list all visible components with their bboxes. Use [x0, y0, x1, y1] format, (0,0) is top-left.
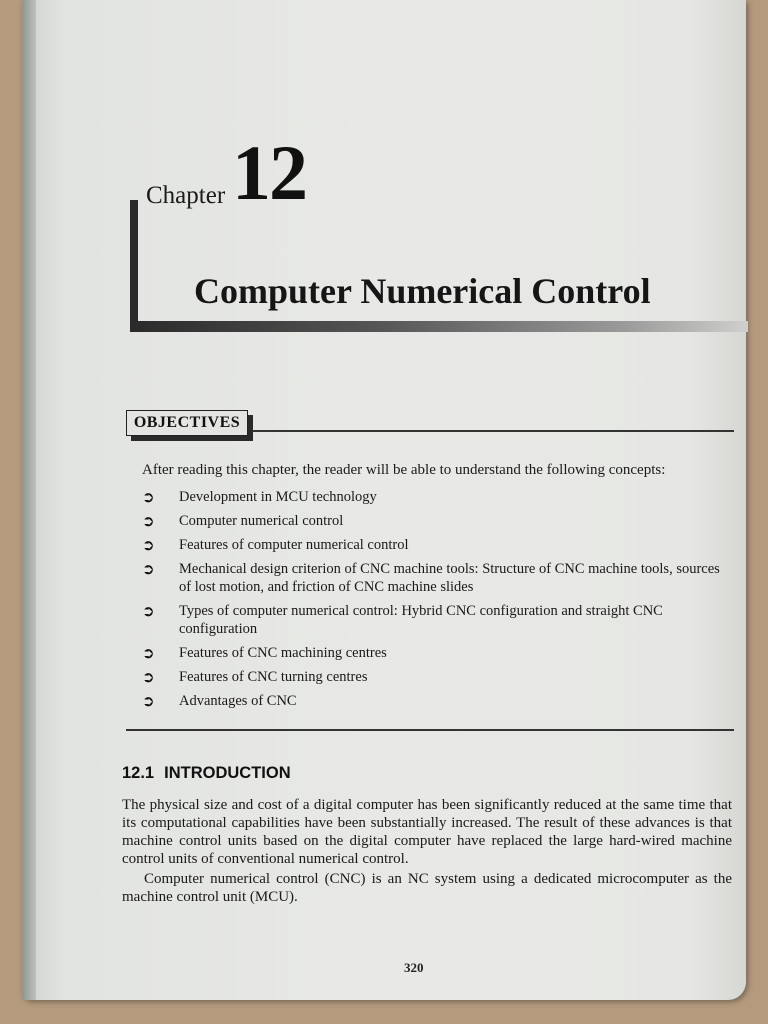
section-heading	[122, 764, 291, 783]
list-item	[142, 668, 732, 686]
chapter-title: Computer Numerical Control	[194, 271, 651, 311]
list-item	[142, 488, 732, 506]
objective-text: Features of CNC machining centres	[179, 645, 387, 661]
section-title: INTRODUCTION	[164, 764, 291, 782]
objective-text: Computer numerical control	[179, 513, 344, 529]
arrow-bullet-icon: ➲	[142, 488, 155, 506]
book-page	[22, 0, 746, 1000]
list-item	[142, 560, 732, 596]
list-item	[142, 644, 732, 662]
arrow-bullet-icon: ➲	[142, 560, 155, 578]
arrow-bullet-icon: ➲	[142, 692, 155, 710]
page-number: 320	[404, 960, 424, 975]
chapter-frame-vertical	[130, 200, 138, 332]
objectives-heading: OBJECTIVES	[133, 414, 241, 431]
body-paragraph: Computer numerical control (CNC) is an NC system using a dedicated microcomputer as the machine control unit (MCU).	[122, 871, 732, 905]
objectives-list	[142, 488, 732, 716]
objective-text: Advantages of CNC	[179, 693, 297, 709]
section-number: 12.1	[122, 764, 155, 782]
arrow-bullet-icon: ➲	[142, 668, 155, 686]
arrow-bullet-icon: ➲	[142, 512, 155, 530]
list-item	[142, 536, 732, 554]
list-item	[142, 512, 732, 530]
arrow-bullet-icon: ➲	[142, 602, 155, 620]
chapter-number: 12	[232, 129, 306, 216]
objective-text: Mechanical design criterion of CNC machine tools: Structure of CNC machine tools, sources of lost motion, and friction of CNC machine slides	[179, 561, 720, 595]
objectives-box	[126, 410, 248, 436]
arrow-bullet-icon: ➲	[142, 644, 155, 662]
book-spine	[22, 0, 36, 1000]
objective-text: Types of computer numerical control: Hybrid CNC configuration and straight CNC configuration	[179, 603, 663, 637]
chapter-label: Chapter	[146, 182, 226, 209]
objective-text: Development in MCU technology	[179, 489, 377, 505]
objectives-end-rule	[126, 729, 734, 731]
objectives-rule	[252, 430, 734, 432]
chapter-frame-horizontal	[130, 321, 748, 332]
objective-text: Features of CNC turning centres	[179, 669, 368, 685]
list-item	[142, 602, 732, 638]
objectives-intro: After reading this chapter, the reader will be able to understand the following concepts:	[142, 462, 666, 478]
list-item	[142, 692, 732, 710]
body-paragraph: The physical size and cost of a digital computer has been significantly reduced at the same time that its computational capabilities have been substantially increased. The result of these advances is that machine control units based on the digital computer have replaced the large hard-wired machine control units of conventional numerical control.	[122, 797, 732, 867]
objective-text: Features of computer numerical control	[179, 537, 409, 553]
arrow-bullet-icon: ➲	[142, 536, 155, 554]
